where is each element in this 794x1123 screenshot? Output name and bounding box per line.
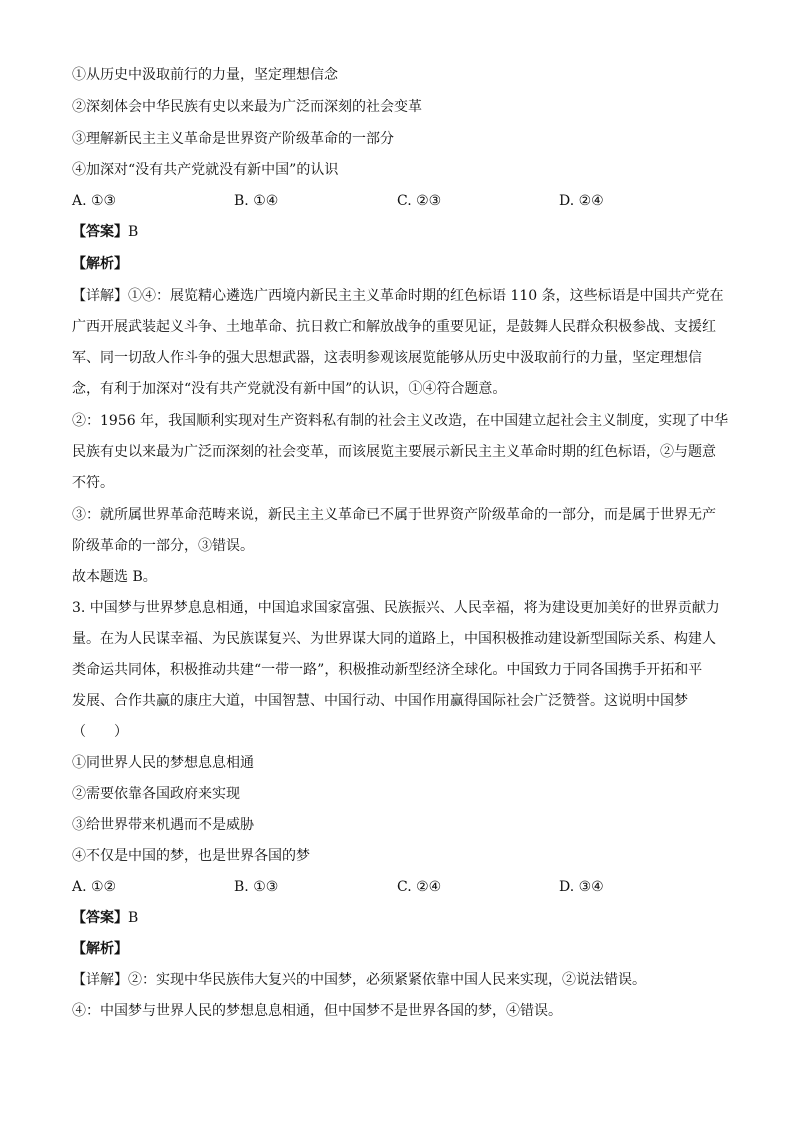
q2-detail-line-1: 【详解】①④：展览精心遴选广西境内新民主主义革命时期的红色标语 110 条，这些标语是中国共产党在 [72, 288, 724, 304]
q2-option-d: D. ②④ [559, 193, 604, 209]
q3-stem-line-3: 类命运共同体，积极推动共建“一带一路”，积极推动新型经济全球化。中国致力于同各国携手开拓和平 [72, 662, 703, 678]
q2-detail-line-5: ②：1956 年，我国顺利实现对生产资料私有制的社会主义改造，在中国建立起社会主义制度，实现了中华 [72, 413, 729, 429]
q3-statement-4: ④不仅是中国的梦，也是世界各国的梦 [72, 848, 310, 864]
q2-statement-1: ①从历史中汲取前行的力量，坚定理想信念 [72, 67, 338, 83]
q2-detail-line-6: 民族有史以来最为广泛而深刻的社会变革，而该展览主要展示新民主主义革命时期的红色标语，②与题意 [72, 444, 716, 460]
q2-detail-line-7: 不符。 [72, 475, 114, 491]
q3-statement-1: ①同世界人民的梦想息息相通 [72, 755, 254, 771]
q3-answer [72, 908, 138, 928]
q2-answer-value: B [128, 224, 139, 240]
q3-statement-3: ③给世界带来机遇而不是威胁 [72, 817, 254, 833]
q3-option-d: D. ③④ [559, 879, 604, 895]
q2-statement-4: ④加深对“没有共产党就没有新中国”的认识 [72, 162, 339, 178]
q3-analysis-label: 【解析】 [72, 941, 128, 957]
q3-statement-2: ②需要依靠各国政府来实现 [72, 786, 240, 802]
q3-stem-line-4: 发展、合作共赢的康庄大道，中国智慧、中国行动、中国作用赢得国际社会广泛赞誉。这说明中国梦 [72, 693, 688, 709]
q2-conclusion: 故本题选 B。 [72, 569, 157, 585]
q2-detail-line-2: 广西开展武装起义斗争、土地革命、抗日救亡和解放战争的重要见证，是鼓舞人民群众积极参战、支援红 [72, 319, 716, 335]
q2-option-b: B. ①④ [234, 193, 279, 209]
q2-answer [72, 222, 138, 242]
q3-option-a: A. ①② [72, 879, 117, 895]
q2-detail-line-3: 军、同一切敌人作斗争的强大思想武器，这表明参观该展览能够从历史中汲取前行的力量，坚定理想信 [72, 350, 702, 366]
q3-answer-label: 【答案】 [72, 910, 128, 926]
q2-detail-line-4: 念，有利于加深对“没有共产党就没有新中国”的认识，①④符合题意。 [72, 381, 507, 397]
q3-option-c: C. ②④ [397, 879, 442, 895]
q3-detail-line-1: 【详解】②：实现中华民族伟大复兴的中国梦，必须紧紧依靠中国人民来实现，②说法错误。 [72, 972, 646, 988]
q3-answer-value: B [128, 910, 139, 926]
q2-detail-line-9: 阶级革命的一部分，③错误。 [72, 538, 254, 554]
q2-option-a: A. ①③ [72, 193, 117, 209]
q2-detail-line-8: ③：就所属世界革命范畴来说，新民主主义革命已不属于世界资产阶级革命的一部分，而是属于世界无产 [72, 507, 716, 523]
q2-statement-2: ②深刻体会中华民族有史以来最为广泛而深刻的社会变革 [72, 99, 422, 115]
q3-option-b: B. ①③ [234, 879, 279, 895]
q3-stem-line-1: 3. 中国梦与世界梦息息相通，中国追求国家富强、民族振兴、人民幸福，将为建设更加美好的世界贡献力 [72, 600, 720, 616]
q3-detail-line-2: ④：中国梦与世界人民的梦想息息相通，但中国梦不是世界各国的梦，④错误。 [72, 1003, 562, 1019]
q2-option-c: C. ②③ [397, 193, 442, 209]
q3-options [72, 877, 722, 897]
q2-options [72, 191, 722, 211]
q2-statement-3: ③理解新民主主义革命是世界资产阶级革命的一部分 [72, 131, 394, 147]
q3-stem-line-2: 量。在为人民谋幸福、为民族谋复兴、为世界谋大同的道路上，中国积极推动建设新型国际关系、构建人 [72, 631, 716, 647]
q3-answer-blank: （ ） [72, 724, 128, 740]
q2-answer-label: 【答案】 [72, 224, 128, 240]
q2-analysis-label: 【解析】 [72, 256, 128, 272]
